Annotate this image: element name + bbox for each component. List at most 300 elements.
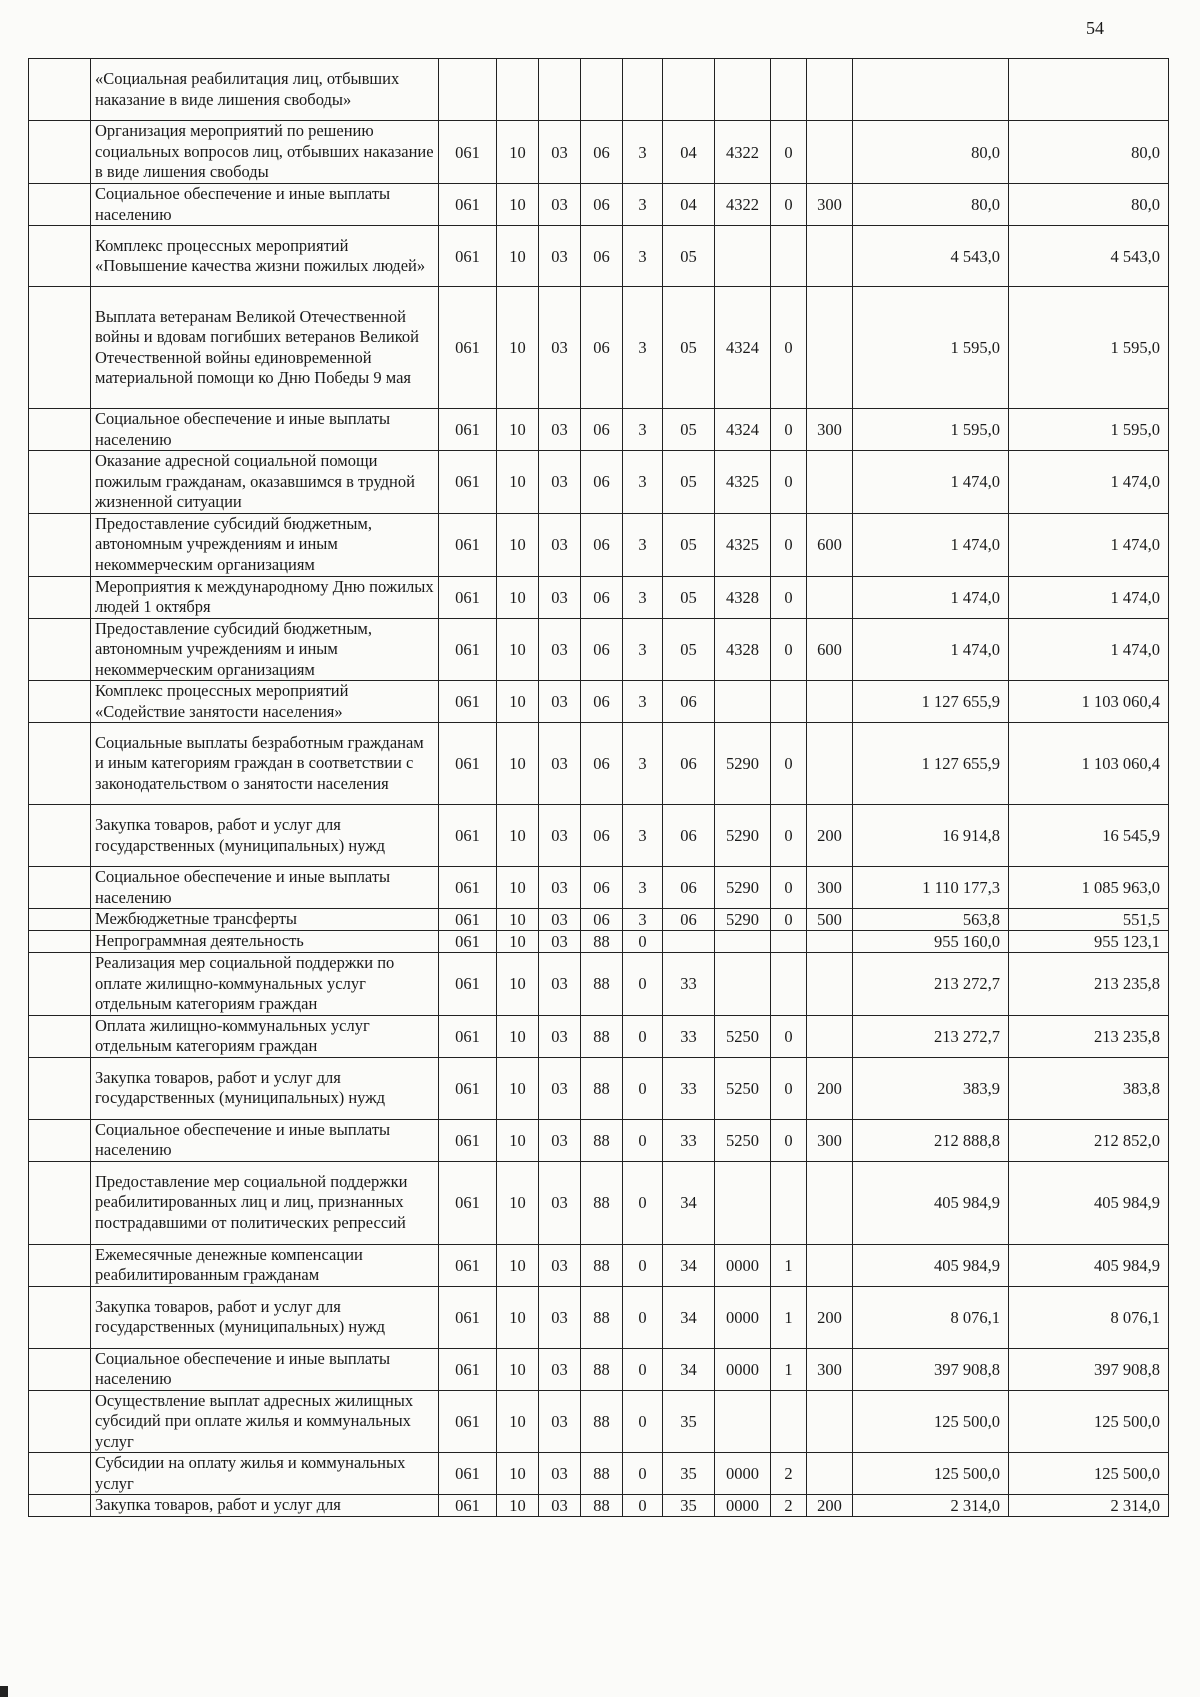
row-code-cell: 03: [539, 909, 581, 931]
row-code-cell: 06: [581, 723, 623, 805]
row-code-cell: 300: [807, 1348, 853, 1390]
row-blank-cell: [29, 59, 91, 121]
row-code-cell: 06: [663, 723, 715, 805]
row-name-cell: Комплекс процессных мероприятий «Повышение качества жизни пожилых людей»: [91, 226, 439, 287]
row-code-cell: 03: [539, 805, 581, 867]
row-code-cell: [663, 59, 715, 121]
row-code-cell: 200: [807, 805, 853, 867]
row-code-cell: 061: [439, 909, 497, 931]
table-row: [29, 184, 1169, 226]
row-code-cell: 88: [581, 1348, 623, 1390]
row-code-cell: 88: [581, 1119, 623, 1161]
row-blank-cell: [29, 867, 91, 909]
row-name-cell: Закупка товаров, работ и услуг для: [91, 1495, 439, 1517]
table-row: [29, 1244, 1169, 1286]
row-code-cell: 06: [581, 618, 623, 681]
row-code-cell: 5290: [715, 909, 771, 931]
table-row: [29, 953, 1169, 1016]
table-row: [29, 931, 1169, 953]
row-code-cell: 0: [623, 1286, 663, 1348]
row-code-cell: 05: [663, 451, 715, 514]
row-code-cell: 061: [439, 409, 497, 451]
row-code-cell: 05: [663, 409, 715, 451]
row-code-cell: 88: [581, 1453, 623, 1495]
row-code-cell: 600: [807, 513, 853, 576]
row-code-cell: 03: [539, 409, 581, 451]
row-sum-1-cell: 397 908,8: [853, 1348, 1009, 1390]
row-code-cell: 88: [581, 1495, 623, 1517]
row-sum-1-cell: 80,0: [853, 184, 1009, 226]
row-code-cell: 061: [439, 513, 497, 576]
row-blank-cell: [29, 723, 91, 805]
row-code-cell: 3: [623, 226, 663, 287]
row-sum-2-cell: 405 984,9: [1009, 1161, 1169, 1244]
row-name-cell: Оплата жилищно-коммунальных услуг отдельным категориям граждан: [91, 1015, 439, 1057]
row-code-cell: 061: [439, 1495, 497, 1517]
row-code-cell: 500: [807, 909, 853, 931]
row-sum-2-cell: 212 852,0: [1009, 1119, 1169, 1161]
row-code-cell: 0: [771, 909, 807, 931]
row-code-cell: 0: [771, 1015, 807, 1057]
row-code-cell: 06: [581, 513, 623, 576]
row-code-cell: 04: [663, 121, 715, 184]
row-name-cell: Закупка товаров, работ и услуг для государственных (муниципальных) нужд: [91, 1057, 439, 1119]
row-code-cell: 10: [497, 451, 539, 514]
row-code-cell: 061: [439, 576, 497, 618]
row-code-cell: 33: [663, 1119, 715, 1161]
row-code-cell: 061: [439, 723, 497, 805]
row-code-cell: 33: [663, 1057, 715, 1119]
row-code-cell: 061: [439, 451, 497, 514]
row-sum-1-cell: 2 314,0: [853, 1495, 1009, 1517]
row-code-cell: 0: [771, 287, 807, 409]
row-sum-2-cell: 1 595,0: [1009, 409, 1169, 451]
table-row: [29, 409, 1169, 451]
row-code-cell: [715, 1161, 771, 1244]
row-sum-1-cell: [853, 59, 1009, 121]
row-code-cell: 2: [771, 1453, 807, 1495]
row-code-cell: 061: [439, 121, 497, 184]
row-code-cell: 10: [497, 1244, 539, 1286]
row-code-cell: 06: [663, 867, 715, 909]
row-name-cell: Социальное обеспечение и иные выплаты населению: [91, 184, 439, 226]
table-row: [29, 1286, 1169, 1348]
row-blank-cell: [29, 409, 91, 451]
row-code-cell: 10: [497, 1390, 539, 1453]
row-code-cell: [807, 121, 853, 184]
row-code-cell: 1: [771, 1286, 807, 1348]
row-blank-cell: [29, 1286, 91, 1348]
row-sum-2-cell: 1 474,0: [1009, 451, 1169, 514]
row-sum-2-cell: 1 474,0: [1009, 618, 1169, 681]
row-code-cell: 3: [623, 287, 663, 409]
row-sum-1-cell: 1 127 655,9: [853, 681, 1009, 723]
row-code-cell: 10: [497, 1119, 539, 1161]
row-code-cell: 3: [623, 867, 663, 909]
row-code-cell: [715, 953, 771, 1016]
row-sum-2-cell: 1 103 060,4: [1009, 681, 1169, 723]
row-code-cell: [807, 576, 853, 618]
row-code-cell: 300: [807, 1119, 853, 1161]
row-blank-cell: [29, 805, 91, 867]
row-name-cell: Мероприятия к международному Дню пожилых людей 1 октября: [91, 576, 439, 618]
row-code-cell: 061: [439, 1057, 497, 1119]
row-code-cell: 10: [497, 867, 539, 909]
row-sum-1-cell: 405 984,9: [853, 1161, 1009, 1244]
row-sum-1-cell: 1 474,0: [853, 451, 1009, 514]
row-code-cell: 03: [539, 226, 581, 287]
row-code-cell: 061: [439, 1119, 497, 1161]
row-name-cell: «Социальная реабилитация лиц, отбывших наказание в виде лишения свободы»: [91, 59, 439, 121]
row-code-cell: 0: [623, 1057, 663, 1119]
row-sum-2-cell: 1 103 060,4: [1009, 723, 1169, 805]
row-code-cell: 06: [663, 805, 715, 867]
row-code-cell: 06: [581, 226, 623, 287]
row-code-cell: 1: [771, 1348, 807, 1390]
row-sum-1-cell: 1 595,0: [853, 409, 1009, 451]
row-code-cell: 4324: [715, 287, 771, 409]
row-blank-cell: [29, 226, 91, 287]
row-code-cell: 0: [771, 513, 807, 576]
row-name-cell: Ежемесячные денежные компенсации реабилитированным гражданам: [91, 1244, 439, 1286]
row-blank-cell: [29, 1495, 91, 1517]
row-code-cell: 10: [497, 184, 539, 226]
row-code-cell: 061: [439, 1453, 497, 1495]
row-code-cell: 10: [497, 1453, 539, 1495]
row-code-cell: [807, 226, 853, 287]
row-code-cell: 0: [623, 931, 663, 953]
row-code-cell: 061: [439, 1348, 497, 1390]
row-code-cell: 3: [623, 723, 663, 805]
row-sum-1-cell: 383,9: [853, 1057, 1009, 1119]
row-code-cell: 34: [663, 1348, 715, 1390]
row-code-cell: 0: [771, 184, 807, 226]
row-code-cell: 88: [581, 953, 623, 1016]
row-code-cell: 03: [539, 1495, 581, 1517]
row-code-cell: 300: [807, 867, 853, 909]
row-code-cell: 10: [497, 1057, 539, 1119]
row-name-cell: Предоставление мер социальной поддержки реабилитированных лиц и лиц, признанных пострадавшими от политических репрессий: [91, 1161, 439, 1244]
row-code-cell: [771, 226, 807, 287]
row-code-cell: 5250: [715, 1119, 771, 1161]
row-code-cell: [771, 1390, 807, 1453]
row-code-cell: 5250: [715, 1057, 771, 1119]
row-sum-2-cell: 2 314,0: [1009, 1495, 1169, 1517]
row-code-cell: 061: [439, 618, 497, 681]
row-code-cell: 0: [771, 409, 807, 451]
row-code-cell: 0: [771, 1057, 807, 1119]
row-code-cell: 34: [663, 1244, 715, 1286]
row-code-cell: 3: [623, 576, 663, 618]
table-row: [29, 867, 1169, 909]
row-code-cell: 34: [663, 1286, 715, 1348]
row-code-cell: [807, 287, 853, 409]
row-code-cell: 06: [663, 909, 715, 931]
row-name-cell: Социальные выплаты безработным гражданам и иным категориям граждан в соответствии с законодательством о занятости населения: [91, 723, 439, 805]
row-code-cell: 06: [581, 681, 623, 723]
row-name-cell: Организация мероприятий по решению социальных вопросов лиц, отбывших наказание в виде лишения свободы: [91, 121, 439, 184]
row-code-cell: 4322: [715, 121, 771, 184]
table-row: [29, 1161, 1169, 1244]
row-code-cell: 10: [497, 805, 539, 867]
row-code-cell: 03: [539, 1286, 581, 1348]
row-code-cell: 0: [771, 451, 807, 514]
row-code-cell: 3: [623, 909, 663, 931]
row-sum-2-cell: 8 076,1: [1009, 1286, 1169, 1348]
row-code-cell: 200: [807, 1057, 853, 1119]
row-code-cell: 5250: [715, 1015, 771, 1057]
table-row: [29, 1495, 1169, 1517]
row-code-cell: 06: [663, 681, 715, 723]
row-code-cell: 061: [439, 184, 497, 226]
row-code-cell: 33: [663, 1015, 715, 1057]
row-code-cell: [807, 1390, 853, 1453]
row-code-cell: 03: [539, 1244, 581, 1286]
row-code-cell: [663, 931, 715, 953]
table-row: [29, 287, 1169, 409]
row-code-cell: 0: [623, 1015, 663, 1057]
row-code-cell: [581, 59, 623, 121]
row-code-cell: 10: [497, 1495, 539, 1517]
table-row: [29, 909, 1169, 931]
row-code-cell: 03: [539, 121, 581, 184]
row-code-cell: 0000: [715, 1453, 771, 1495]
row-blank-cell: [29, 1161, 91, 1244]
row-blank-cell: [29, 681, 91, 723]
row-sum-1-cell: 1 474,0: [853, 513, 1009, 576]
row-code-cell: 10: [497, 121, 539, 184]
row-sum-2-cell: [1009, 59, 1169, 121]
row-code-cell: 061: [439, 1390, 497, 1453]
row-code-cell: [771, 953, 807, 1016]
row-code-cell: 0000: [715, 1244, 771, 1286]
row-sum-2-cell: 1 085 963,0: [1009, 867, 1169, 909]
row-code-cell: 061: [439, 681, 497, 723]
row-code-cell: 06: [581, 867, 623, 909]
row-sum-1-cell: 563,8: [853, 909, 1009, 931]
row-code-cell: 10: [497, 681, 539, 723]
row-code-cell: 061: [439, 1244, 497, 1286]
row-sum-2-cell: 125 500,0: [1009, 1390, 1169, 1453]
row-name-cell: Социальное обеспечение и иные выплаты населению: [91, 867, 439, 909]
row-blank-cell: [29, 451, 91, 514]
row-code-cell: 4325: [715, 513, 771, 576]
row-code-cell: 061: [439, 1161, 497, 1244]
row-sum-2-cell: 80,0: [1009, 121, 1169, 184]
row-code-cell: 10: [497, 618, 539, 681]
row-blank-cell: [29, 121, 91, 184]
row-code-cell: 03: [539, 931, 581, 953]
row-name-cell: Межбюджетные трансферты: [91, 909, 439, 931]
row-blank-cell: [29, 184, 91, 226]
row-sum-2-cell: 213 235,8: [1009, 953, 1169, 1016]
row-code-cell: 0: [771, 576, 807, 618]
row-code-cell: 061: [439, 1286, 497, 1348]
row-code-cell: 05: [663, 287, 715, 409]
row-code-cell: 4322: [715, 184, 771, 226]
row-code-cell: 03: [539, 1057, 581, 1119]
row-code-cell: [807, 1161, 853, 1244]
row-code-cell: 06: [581, 287, 623, 409]
row-code-cell: 10: [497, 1015, 539, 1057]
row-sum-2-cell: 1 474,0: [1009, 576, 1169, 618]
row-code-cell: 03: [539, 287, 581, 409]
table-row: [29, 576, 1169, 618]
row-code-cell: 0: [771, 805, 807, 867]
row-sum-1-cell: 1 127 655,9: [853, 723, 1009, 805]
row-code-cell: [807, 1453, 853, 1495]
row-code-cell: [807, 953, 853, 1016]
row-code-cell: 3: [623, 618, 663, 681]
row-code-cell: 3: [623, 805, 663, 867]
row-code-cell: 10: [497, 409, 539, 451]
row-code-cell: 061: [439, 287, 497, 409]
row-code-cell: 4328: [715, 618, 771, 681]
row-code-cell: 88: [581, 1057, 623, 1119]
row-code-cell: 35: [663, 1453, 715, 1495]
row-name-cell: Субсидии на оплату жилья и коммунальных услуг: [91, 1453, 439, 1495]
row-name-cell: Предоставление субсидий бюджетным, автономным учреждениям и иным некоммерческим организациям: [91, 513, 439, 576]
row-name-cell: Реализация мер социальной поддержки по оплате жилищно-коммунальных услуг отдельным категориям граждан: [91, 953, 439, 1016]
table-row: [29, 59, 1169, 121]
row-sum-2-cell: 1 474,0: [1009, 513, 1169, 576]
row-code-cell: 200: [807, 1286, 853, 1348]
table-row: [29, 513, 1169, 576]
row-code-cell: 5290: [715, 723, 771, 805]
row-code-cell: 03: [539, 1119, 581, 1161]
row-name-cell: Оказание адресной социальной помощи пожилым гражданам, оказавшимся в трудной жизненной ситуации: [91, 451, 439, 514]
row-code-cell: 88: [581, 1161, 623, 1244]
row-code-cell: 06: [581, 576, 623, 618]
row-code-cell: 03: [539, 1453, 581, 1495]
row-code-cell: 05: [663, 576, 715, 618]
row-sum-1-cell: 213 272,7: [853, 953, 1009, 1016]
row-code-cell: 0: [623, 1453, 663, 1495]
row-name-cell: Социальное обеспечение и иные выплаты населению: [91, 1348, 439, 1390]
row-code-cell: 88: [581, 931, 623, 953]
row-code-cell: 03: [539, 1348, 581, 1390]
row-sum-1-cell: 125 500,0: [853, 1453, 1009, 1495]
row-name-cell: Социальное обеспечение и иные выплаты населению: [91, 409, 439, 451]
row-code-cell: [715, 226, 771, 287]
row-code-cell: 06: [581, 184, 623, 226]
row-name-cell: Предоставление субсидий бюджетным, автономным учреждениям и иным некоммерческим организациям: [91, 618, 439, 681]
table-row: [29, 1390, 1169, 1453]
row-code-cell: 10: [497, 1161, 539, 1244]
row-code-cell: [539, 59, 581, 121]
row-code-cell: 03: [539, 953, 581, 1016]
row-code-cell: 33: [663, 953, 715, 1016]
row-code-cell: 061: [439, 805, 497, 867]
row-name-cell: Закупка товаров, работ и услуг для государственных (муниципальных) нужд: [91, 1286, 439, 1348]
row-code-cell: 35: [663, 1495, 715, 1517]
row-blank-cell: [29, 1390, 91, 1453]
table-row: [29, 121, 1169, 184]
row-blank-cell: [29, 1453, 91, 1495]
row-code-cell: [623, 59, 663, 121]
row-sum-1-cell: 213 272,7: [853, 1015, 1009, 1057]
row-code-cell: 03: [539, 513, 581, 576]
row-code-cell: [771, 1161, 807, 1244]
row-blank-cell: [29, 1057, 91, 1119]
row-sum-2-cell: 405 984,9: [1009, 1244, 1169, 1286]
row-code-cell: 03: [539, 681, 581, 723]
row-code-cell: 061: [439, 1015, 497, 1057]
row-sum-2-cell: 213 235,8: [1009, 1015, 1169, 1057]
row-code-cell: 0: [771, 867, 807, 909]
row-sum-1-cell: 125 500,0: [853, 1390, 1009, 1453]
row-sum-2-cell: 125 500,0: [1009, 1453, 1169, 1495]
row-code-cell: [807, 1015, 853, 1057]
row-code-cell: 06: [581, 451, 623, 514]
row-code-cell: 0: [771, 121, 807, 184]
table-row: [29, 451, 1169, 514]
budget-table: [28, 58, 1169, 1517]
row-code-cell: 5290: [715, 867, 771, 909]
row-sum-1-cell: 1 474,0: [853, 576, 1009, 618]
row-code-cell: 0: [771, 618, 807, 681]
row-code-cell: [715, 1390, 771, 1453]
row-code-cell: [771, 59, 807, 121]
table-row: [29, 618, 1169, 681]
row-code-cell: 0: [623, 1161, 663, 1244]
row-code-cell: 88: [581, 1286, 623, 1348]
row-blank-cell: [29, 909, 91, 931]
row-code-cell: 03: [539, 1015, 581, 1057]
table-row: [29, 1057, 1169, 1119]
row-name-cell: Выплата ветеранам Великой Отечественной войны и вдовам погибших ветеранов Великой Отечественной войны единовременной материальной помощи ко Дню Победы 9 мая: [91, 287, 439, 409]
row-code-cell: 88: [581, 1015, 623, 1057]
row-code-cell: 0: [771, 723, 807, 805]
row-blank-cell: [29, 931, 91, 953]
row-code-cell: [807, 723, 853, 805]
table-body: [29, 59, 1169, 1517]
row-code-cell: 03: [539, 1161, 581, 1244]
row-blank-cell: [29, 576, 91, 618]
row-code-cell: [771, 931, 807, 953]
row-sum-2-cell: 397 908,8: [1009, 1348, 1169, 1390]
row-blank-cell: [29, 953, 91, 1016]
row-code-cell: 03: [539, 867, 581, 909]
table-row: [29, 1348, 1169, 1390]
row-code-cell: 03: [539, 1390, 581, 1453]
row-code-cell: 3: [623, 681, 663, 723]
row-code-cell: 0: [623, 1244, 663, 1286]
row-code-cell: 10: [497, 226, 539, 287]
row-code-cell: [807, 681, 853, 723]
row-code-cell: 0000: [715, 1348, 771, 1390]
row-code-cell: 06: [581, 909, 623, 931]
row-code-cell: 0: [623, 1495, 663, 1517]
row-blank-cell: [29, 513, 91, 576]
row-code-cell: 88: [581, 1244, 623, 1286]
row-code-cell: 10: [497, 1286, 539, 1348]
page-number: 54: [1086, 18, 1104, 38]
row-code-cell: [715, 931, 771, 953]
row-code-cell: 03: [539, 576, 581, 618]
row-code-cell: [807, 451, 853, 514]
row-code-cell: [807, 931, 853, 953]
row-code-cell: 10: [497, 513, 539, 576]
row-sum-2-cell: 4 543,0: [1009, 226, 1169, 287]
row-code-cell: 200: [807, 1495, 853, 1517]
row-code-cell: 04: [663, 184, 715, 226]
row-sum-1-cell: 1 110 177,3: [853, 867, 1009, 909]
row-code-cell: 06: [581, 409, 623, 451]
row-code-cell: 3: [623, 451, 663, 514]
row-code-cell: [497, 59, 539, 121]
row-code-cell: 10: [497, 909, 539, 931]
